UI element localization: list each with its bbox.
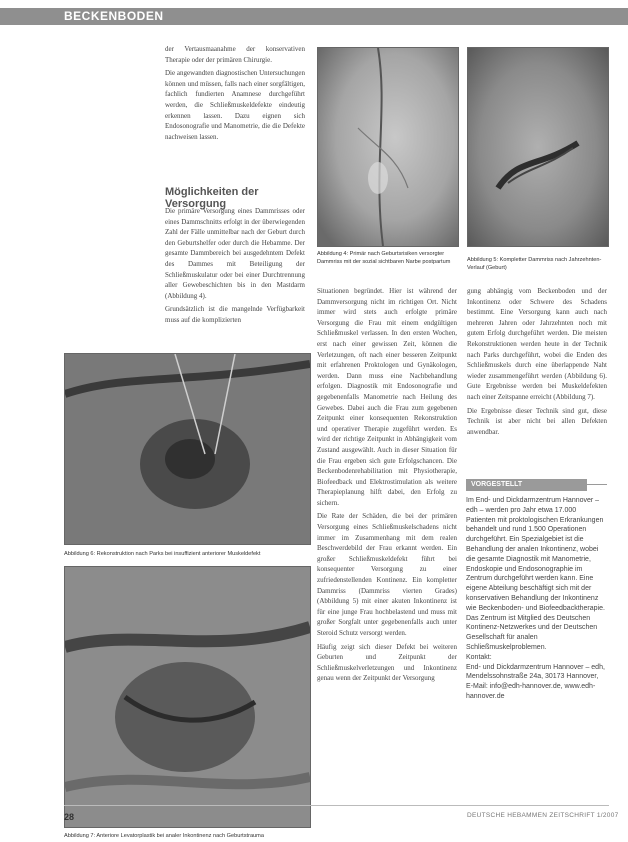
paragraph: Die primäre Versorgung eines Dammrisses oder eines Dammschnitts erfolgt in der überwiegenden Zahl der Fälle unmittelbar nach der Geburt durch den Geburtshelfer oder durch die Hebamme. Der gesamte Dammbereich bei ausgedehntem Defekt des Dammes mit Beteiligung der Schließmuskulatur oder bei einer Durchtrennung aller Gewebeschichten bis in den Mastdarm (Abbildung 4). (165, 207, 305, 300)
paragraph: Häufig zeigt sich dieser Defekt bei weiteren Geburten und Zeitpunkt der Schließmuskelverletzungen und Inkontinenz genau wenn der Zeitpunkt der Versorgung (317, 642, 457, 683)
figure-7-photo (64, 566, 311, 828)
section-header-label: BECKENBODEN (64, 9, 164, 23)
paragraph: gung abhängig vom Beckenboden und der Inkontinenz oder Schwere des Schadens bestimmt. Eine Versorgung kann auch nach mehreren Jahren oder Jahrzehnten noch mit gutem Erfolg durchgeführt werden. Die meisten Rekonstruktionen werden heute in der Technik nach Parks durchgeführt, wobei die Enden des Schließmuskels durch eine überlappende Naht wieder zusammengeführt werden (Abbildung 6). Gute Ergebnisse werden bei Muskeldefekten nach einer Zeitspanne erreicht (Abbildung 7). (467, 287, 607, 401)
section-heading: Möglichkeiten der Versorgung (165, 186, 259, 210)
paragraph: Die Ergebnisse dieser Technik sind gut, diese Technik ist aber nicht bei allen Defekten anwendbar. (467, 406, 607, 436)
figure-4-caption: Abbildung 4: Primär nach Geburtsrisiken versorgter Dammriss mit der sozial sichtbaren Narbe postpartum (317, 251, 451, 265)
footer-rule (64, 805, 609, 806)
figure-6-photo (64, 353, 311, 545)
paragraph: Situationen begründet. Hier ist während der Dammversorgung nicht im richtigen Ort. Nicht immer wird stets auch erfolgte primäre Versorgung die Frau mit einem endgültigen Schließmuskel verlassen. In den ersten Wochen, erst nach einer gewissen Zeit, können die Verletzungen, oft nach einer besseren Zeitpunkt mit erfahrenen Proktologen und Gynäkologen, werden. Dann muss eine Nachbehandlung erfolgen. Diagnostik mit Endosonografie und gegebenenfalls Manometrie nach Heilung des Gewebes. Dabei auch die Frau zum gegebenen Zeitpunkt einer konsequenten Rekonstruktion und operativer Therapie zugeführt werden. Es wird der richtige Zeitpunkt in Abhängigkeit vom Zustand ausgewählt. Auch in dieser Situation für die Frau ergeben sich gute Erfolgschancen. Die Beckenbodenrehabilitation mit Physiotherapie, Biofeedback und Elektrostimulation als weitere Therapieplanung hilft dabei, den Erfolg zu sichern. (317, 287, 457, 507)
figure-5-caption: Abbildung 5: Kompletter Dammriss nach Jahrzehnten-Verlauf (Geburt) (467, 257, 602, 271)
info-box-contact: End- und Dickdarmzentrum Hannover – edh, Mendelssohnstraße 24a, 30173 Hannover, E-Mail: info@edh-hannover.de, www.edh-hannover.de (466, 663, 605, 700)
info-box-contact-label: Kontakt: (466, 653, 492, 661)
figure-5-photo (467, 47, 609, 247)
column-3-text (467, 286, 607, 440)
info-box-text: Im End- und Dickdarmzentrum Hannover – edh – werden pro Jahr etwa 17.000 Patienten mit proktologischen Erkrankungen behandelt und rund 1.500 Operationen durchgeführt. Ein Spezialgebiet ist die Behandlung der analen Inkontinenz, wobei die gesamte Diagnostik mit Manometrie, Endoskopie und Endosonographie im Zentrum durchgeführt werden kann. Eine eigene Abteilung beschäftigt sich mit der konservativen Behandlung der Inkontinenz wie Beckenboden- und Biofeedbacktherapie. Das Zentrum ist Mitglied des Deutschen Kontinenz-Netzwerkes und der Deutschen Gesellschaft für analen Schließmuskelproblemen. (466, 497, 605, 651)
paragraph: Grundsätzlich ist die mangelnde Verfügbarkeit muss auf die komplizierten (165, 305, 305, 324)
page-number: 28 (64, 812, 75, 822)
paragraph: der Vertausmaanahme der konservativen Therapie oder der primären Chirurgie. (165, 45, 305, 64)
paragraph: Die Rate der Schäden, die bei der primären Versorgung eines Schließmuskelschadens nicht immer im Zusammenhang mit dem realen Beschwerdebild der Frau erkannt werden. Ein großer Schließmuskeldefekt führt bei konsequenter Versorgung zu einer zufriedenstellenden Kontinenz. Ein kompletter Dammriss (Dammriss vierten Grades) (Abbildung 5) mit einer akuten Inkontinenz ist für eine junge Frau hochbelastend und muss mit großer Sorgfalt unter gegebenenfalls auch unter Steroid Schutz versorgt werden. (317, 512, 457, 637)
figure-7-caption: Abbildung 7: Anteriore Levatorplastik bei analer Inkontinenz nach Geburtstrauma (64, 833, 264, 839)
column-1-text (165, 206, 305, 329)
publication-name: DEUTSCHE HEBAMMEN ZEITSCHRIFT 1/2007 (467, 812, 619, 819)
column-1-intro (165, 44, 305, 145)
figure-4-photo (317, 47, 459, 247)
column-2-text (317, 286, 457, 687)
info-box-rule (585, 484, 607, 485)
paragraph: Die angewandten diagnostischen Untersuchungen können und müssen, falls nach einer sorgfältigen, fachlich fundierten Anamnese durchgeführt werden, die Schließmuskeldefekte eindeutig erkennen lassen. Dazu eignen sich Endosonografie und Manometrie, die die Defekte nachweisen lassen. (165, 69, 305, 141)
info-box (466, 496, 606, 702)
figure-6-caption: Abbildung 6: Rekonstruktion nach Parks bei insuffizient anteriorer Muskeldefekt (64, 551, 261, 557)
info-box-heading: VORGESTELLT (466, 479, 587, 491)
